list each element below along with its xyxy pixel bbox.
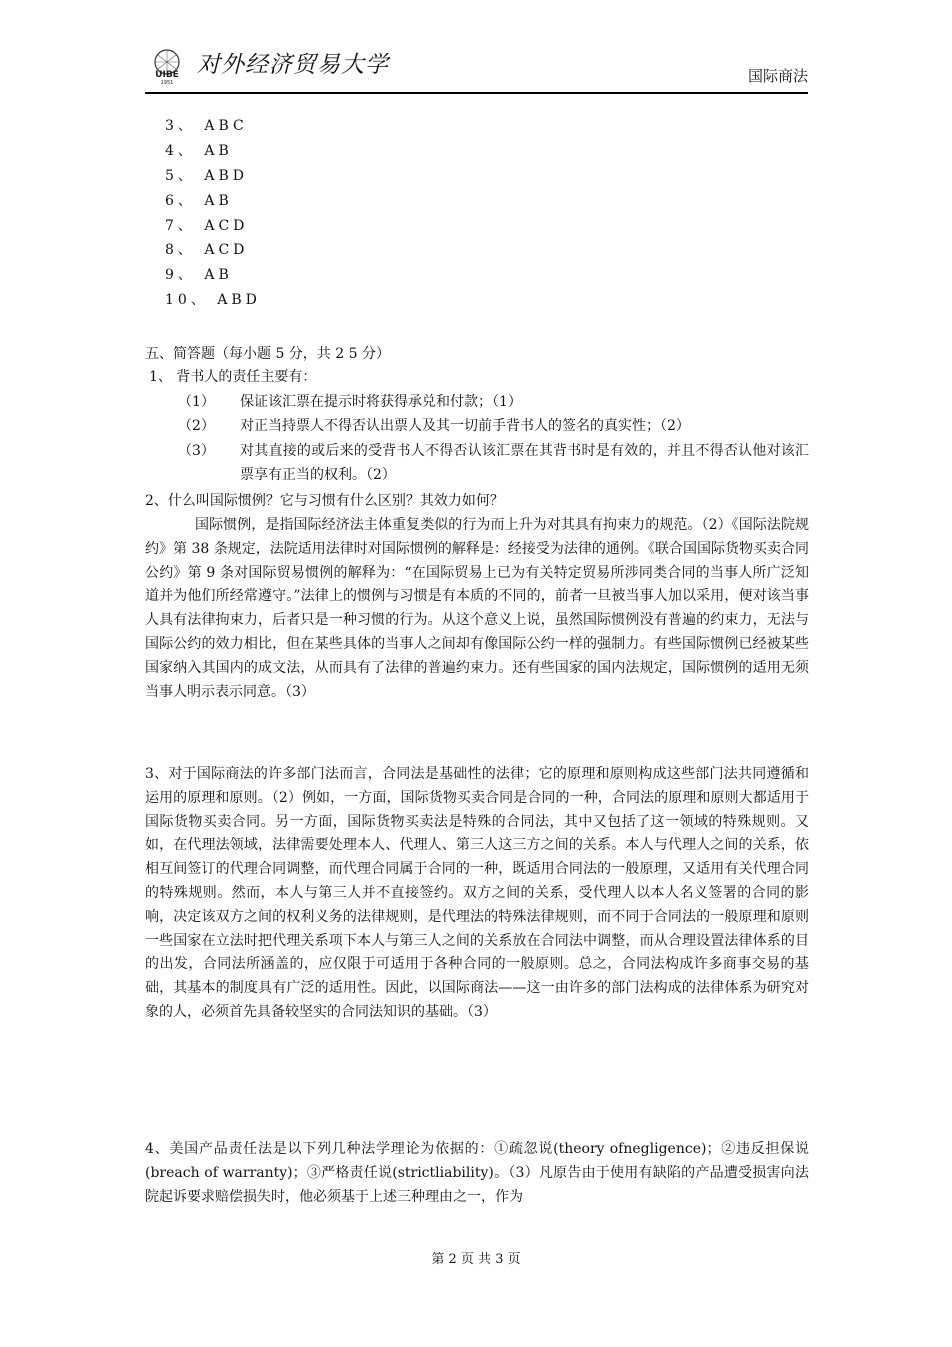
answer-item: 5、 ABD: [165, 168, 248, 184]
q1-item-text: 对正当持票人不得否认出票人及其一切前手背书人的签名的真实性；（2）: [240, 418, 690, 434]
question-2-answer: 国际惯例，是指国际经济法主体重复类似的行为而上升为对其具有拘束力的规范。（2）《国际法院规约》第 38 条规定，法院适用法律时对国际惯例的解释是：经接受为法律的通例。《联合国国际货物买卖合同公约》第 9 条对国际贸易惯例的解释为：“在国际贸易上已为有关特定贸易所涉同类合同的当事人所广泛知道并为他们所经常遵守。”法律上的惯例与习惯是有本质的不同的，前者一旦被当事人加以采用，便对该当事人具有法律拘束力，后者只是一种习惯的行为。从这个意义上说，虽然国际惯例没有普遍的约束力，无法与国际公约的效力相比，但在某些具体的当事人之间却有像国际公约一样的强制力。有些国际惯例已经被某些国家纳入其国内的成文法，从而具有了法律的普遍约束力。还有些国家的国内法规定，国际惯例的适用无须当事人明示表示同意。（3）: [145, 517, 809, 700]
question-3-answer: 3、对于国际商法的许多部门法而言，合同法是基础性的法律；它的原理和原则构成这些部门法共同遵循和运用的原理和原则。（2）例如，一方面，国际货物买卖合同是合同的一种，合同法的原理和原则大都适用于国际货物买卖合同。另一方面，国际货物买卖法是特殊的合同法，其中又包括了这一领域的特殊规则。又如，在代理法领域，法律需要处理本人、代理人、第三人这三方之间的关系。本人与代理人之间的关系，依相互间签订的代理合同调整，而代理合同属于合同的一种，既适用合同法的一般原理，又适用有关代理合同的特殊规则。然而，本人与第三人并不直接签约。双方之间的关系，受代理人以本人名义签署的合同的影响，决定该双方之间的权利义务的法律规则，是代理法的特殊法律规则，而不同于合同法的一般原理和原则一些国家在立法时把代理关系项下本人与第三人之间的关系放在合同法中调整，而从合理设置法律体系的目的出发，合同法所涵盖的，应仅限于可适用于各种合同的一般原则。总之，合同法构成许多商事交易的基础，其基本的制度具有广泛的适用性。因此，以国际商法——这一由许多的部门法构成的法律体系为研究对象的人，必须首先具备较坚实的合同法知识的基础。（3）: [145, 766, 809, 1020]
question-2-title: 2、什么叫国际惯例？它与习惯有什么区别？其效力如何？: [145, 493, 504, 509]
logo-text: UIBE: [155, 70, 179, 80]
question-4-answer: 4、美国产品责任法是以下列几种法学理论为依据的：①疏忽说(theory ofnegligence)；②违反担保说(breach of warranty)；③严格责任说(strictliability)。（3）凡原告由于使用有缺陷的产品遭受损害向法院起诉要求赔偿损失时，他必须基于上述三种理由之一，作为: [145, 1141, 809, 1205]
question-1-title: 1、 背书人的责任主要有：: [149, 369, 317, 385]
page-number: 第 2 页 共 3 页: [431, 1252, 521, 1267]
section-title: 五、简答题（每小题 5 分，共 2 5 分）: [145, 346, 390, 362]
q1-item-text: 对其直接的或后来的受背书人不得否认该汇票在其背书时是有效的，并且不得否认他对该汇票享有正当的权利。（2）: [240, 443, 809, 483]
logo-year: 1951: [160, 80, 174, 86]
answer-item: 4、 AB: [165, 143, 233, 159]
answer-item: 8、 ACD: [165, 242, 249, 258]
q1-item-number: （3）: [178, 443, 215, 459]
q1-item-text: 保证该汇票在提示时将获得承兑和付款；（1）: [240, 394, 522, 410]
university-logo: [147, 46, 187, 86]
course-name: 国际商法: [747, 67, 808, 85]
answer-item: 3、 ABC: [165, 118, 248, 134]
page-header: [145, 40, 808, 94]
answer-item: 9、 AB: [165, 267, 233, 283]
answer-item: 10、 ABD: [165, 292, 261, 308]
q1-item-number: （2）: [178, 418, 215, 434]
answer-item: 6、 AB: [165, 193, 233, 209]
answer-item: 7、 ACD: [165, 218, 249, 234]
q1-item-number: （1）: [178, 394, 215, 410]
university-name: 对外经济贸易大学: [197, 52, 389, 78]
